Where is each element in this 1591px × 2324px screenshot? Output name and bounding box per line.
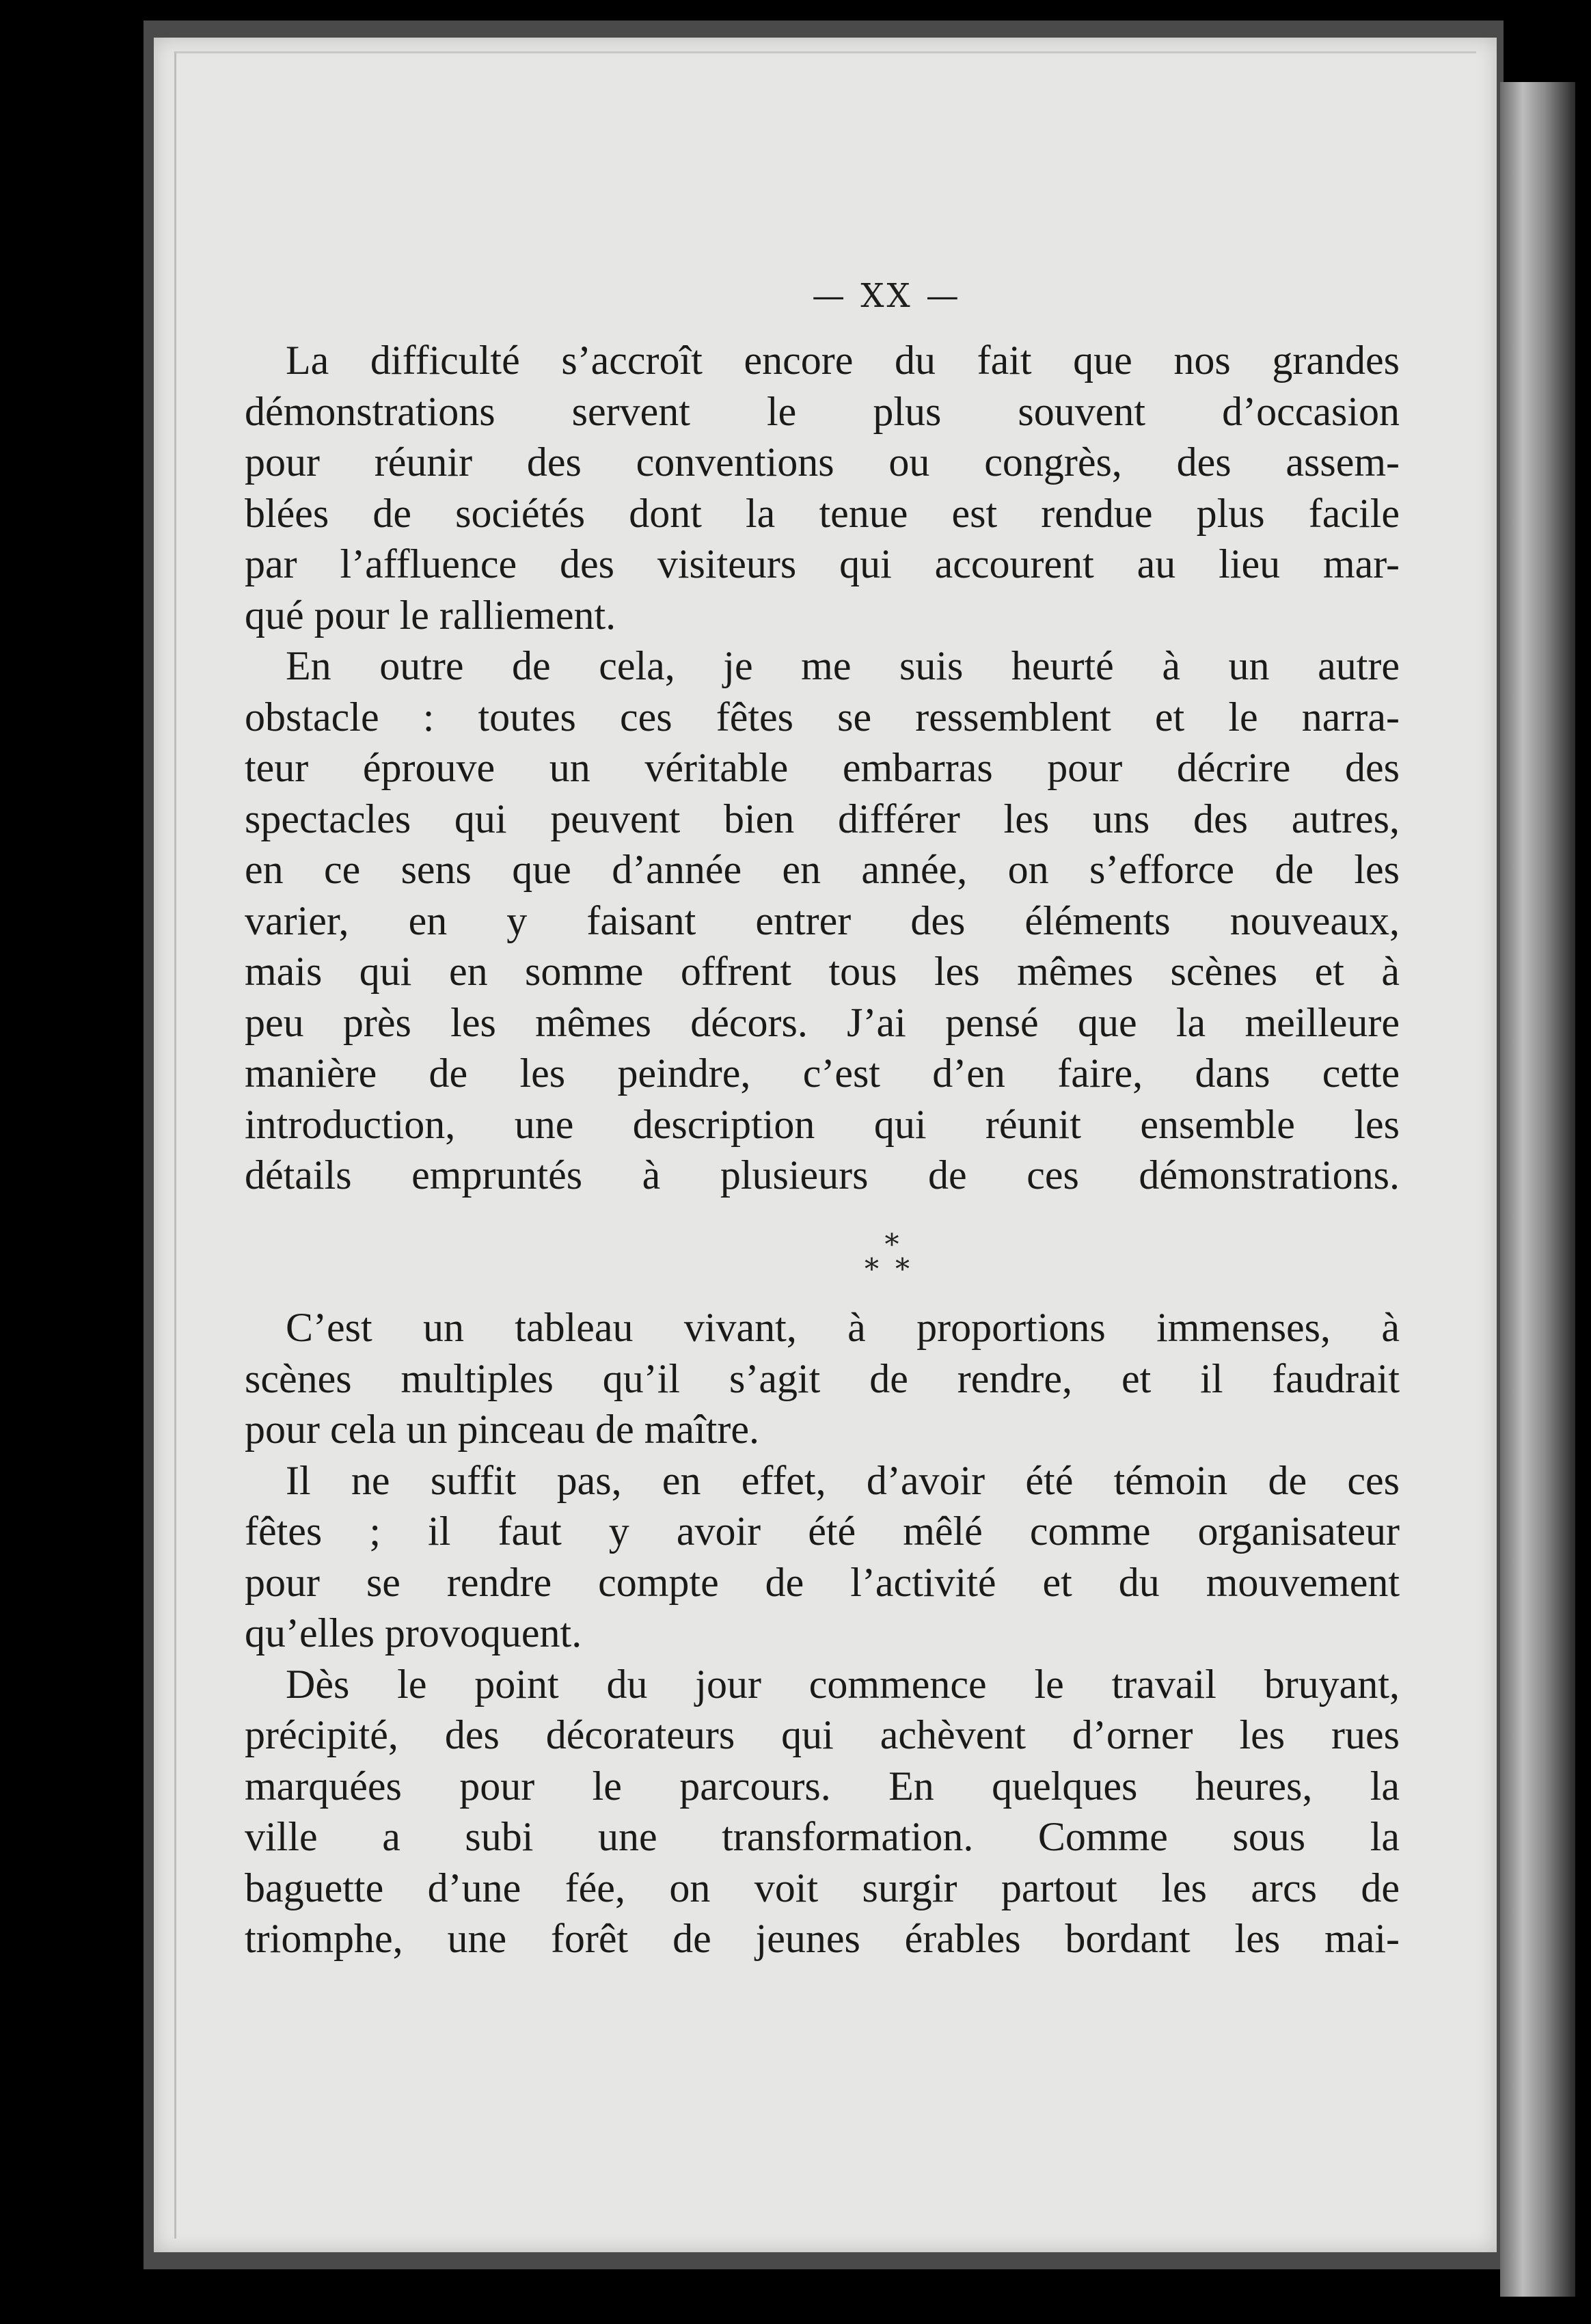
text-line: La difficulté s’accroît encore du fait que nos grandes: [286, 338, 1400, 383]
text-line: ville a subi une transformation. Comme sous la: [245, 1814, 1400, 1859]
text-line: détails empruntés à plusieurs de ces démonstrations.: [245, 1152, 1400, 1198]
text-line: Dès le point du jour commence le travail bruyant,: [286, 1661, 1400, 1707]
text-line: précipité, des décorateurs qui achèvent d’orner les rues: [245, 1712, 1400, 1757]
text-line: teur éprouve un véritable embarras pour décrire des: [245, 745, 1400, 790]
asterism-divider: [865, 1228, 926, 1286]
page-number: — XX —: [812, 277, 962, 315]
text-line: blées de sociétés dont la tenue est rendue plus facile: [245, 490, 1400, 536]
text-line: baguette d’une fée, on voit surgir partout les arcs de: [245, 1865, 1400, 1910]
text-line: manière de les peindre, c’est d’en faire, dans cette: [245, 1051, 1400, 1096]
text-line: triomphe, une forêt de jeunes érables bordant les mai-: [245, 1916, 1400, 1961]
text-line: peu près les mêmes décors. J’ai pensé que la meilleure: [245, 999, 1400, 1045]
text-line: varier, en y faisant entrer des éléments nouveaux,: [245, 897, 1400, 943]
asterism-bottom: **: [865, 1252, 926, 1286]
text-line: par l’affluence des visiteurs qui accourent au lieu mar-: [245, 541, 1400, 586]
text-line: scènes multiples qu’il s’agit de rendre, et il faudrait: [245, 1355, 1400, 1401]
text-line: spectacles qui peuvent bien différer les uns des autres,: [245, 796, 1400, 841]
text-line: qué pour le ralliement.: [245, 592, 616, 638]
text-section-1: [245, 335, 1400, 1201]
text-line: en ce sens que d’année en année, on s’efforce de les: [245, 847, 1400, 892]
text-section-2: [245, 1302, 1400, 1964]
text-line: introduction, une description qui réunit ensemble les: [245, 1101, 1400, 1147]
text-line: mais qui en somme offrent tous les mêmes scènes et à: [245, 949, 1400, 994]
text-line: En outre de cela, je me suis heurté à un autre: [286, 643, 1400, 688]
text-line: pour cela un pinceau de maître.: [245, 1407, 759, 1452]
text-line: C’est un tableau vivant, à proportions immenses, à: [286, 1305, 1400, 1350]
text-line: marquées pour le parcours. En quelques heures, la: [245, 1763, 1400, 1809]
text-line: pour réunir des conventions ou congrès, des assem-: [245, 440, 1400, 485]
text-line: Il ne suffit pas, en effet, d’avoir été témoin de ces: [286, 1457, 1400, 1503]
text-line: démonstrations servent le plus souvent d’occasion: [245, 388, 1400, 434]
page-edge: [1500, 82, 1575, 2297]
text-line: qu’elles provoquent.: [245, 1610, 582, 1656]
text-line: obstacle : toutes ces fêtes se ressemblent et le narra-: [245, 694, 1400, 740]
text-line: pour se rendre compte de l’activité et du mouvement: [245, 1559, 1400, 1605]
asterism-top: *: [884, 1228, 899, 1261]
text-line: fêtes ; il faut y avoir été mêlé comme organisateur: [245, 1509, 1400, 1554]
